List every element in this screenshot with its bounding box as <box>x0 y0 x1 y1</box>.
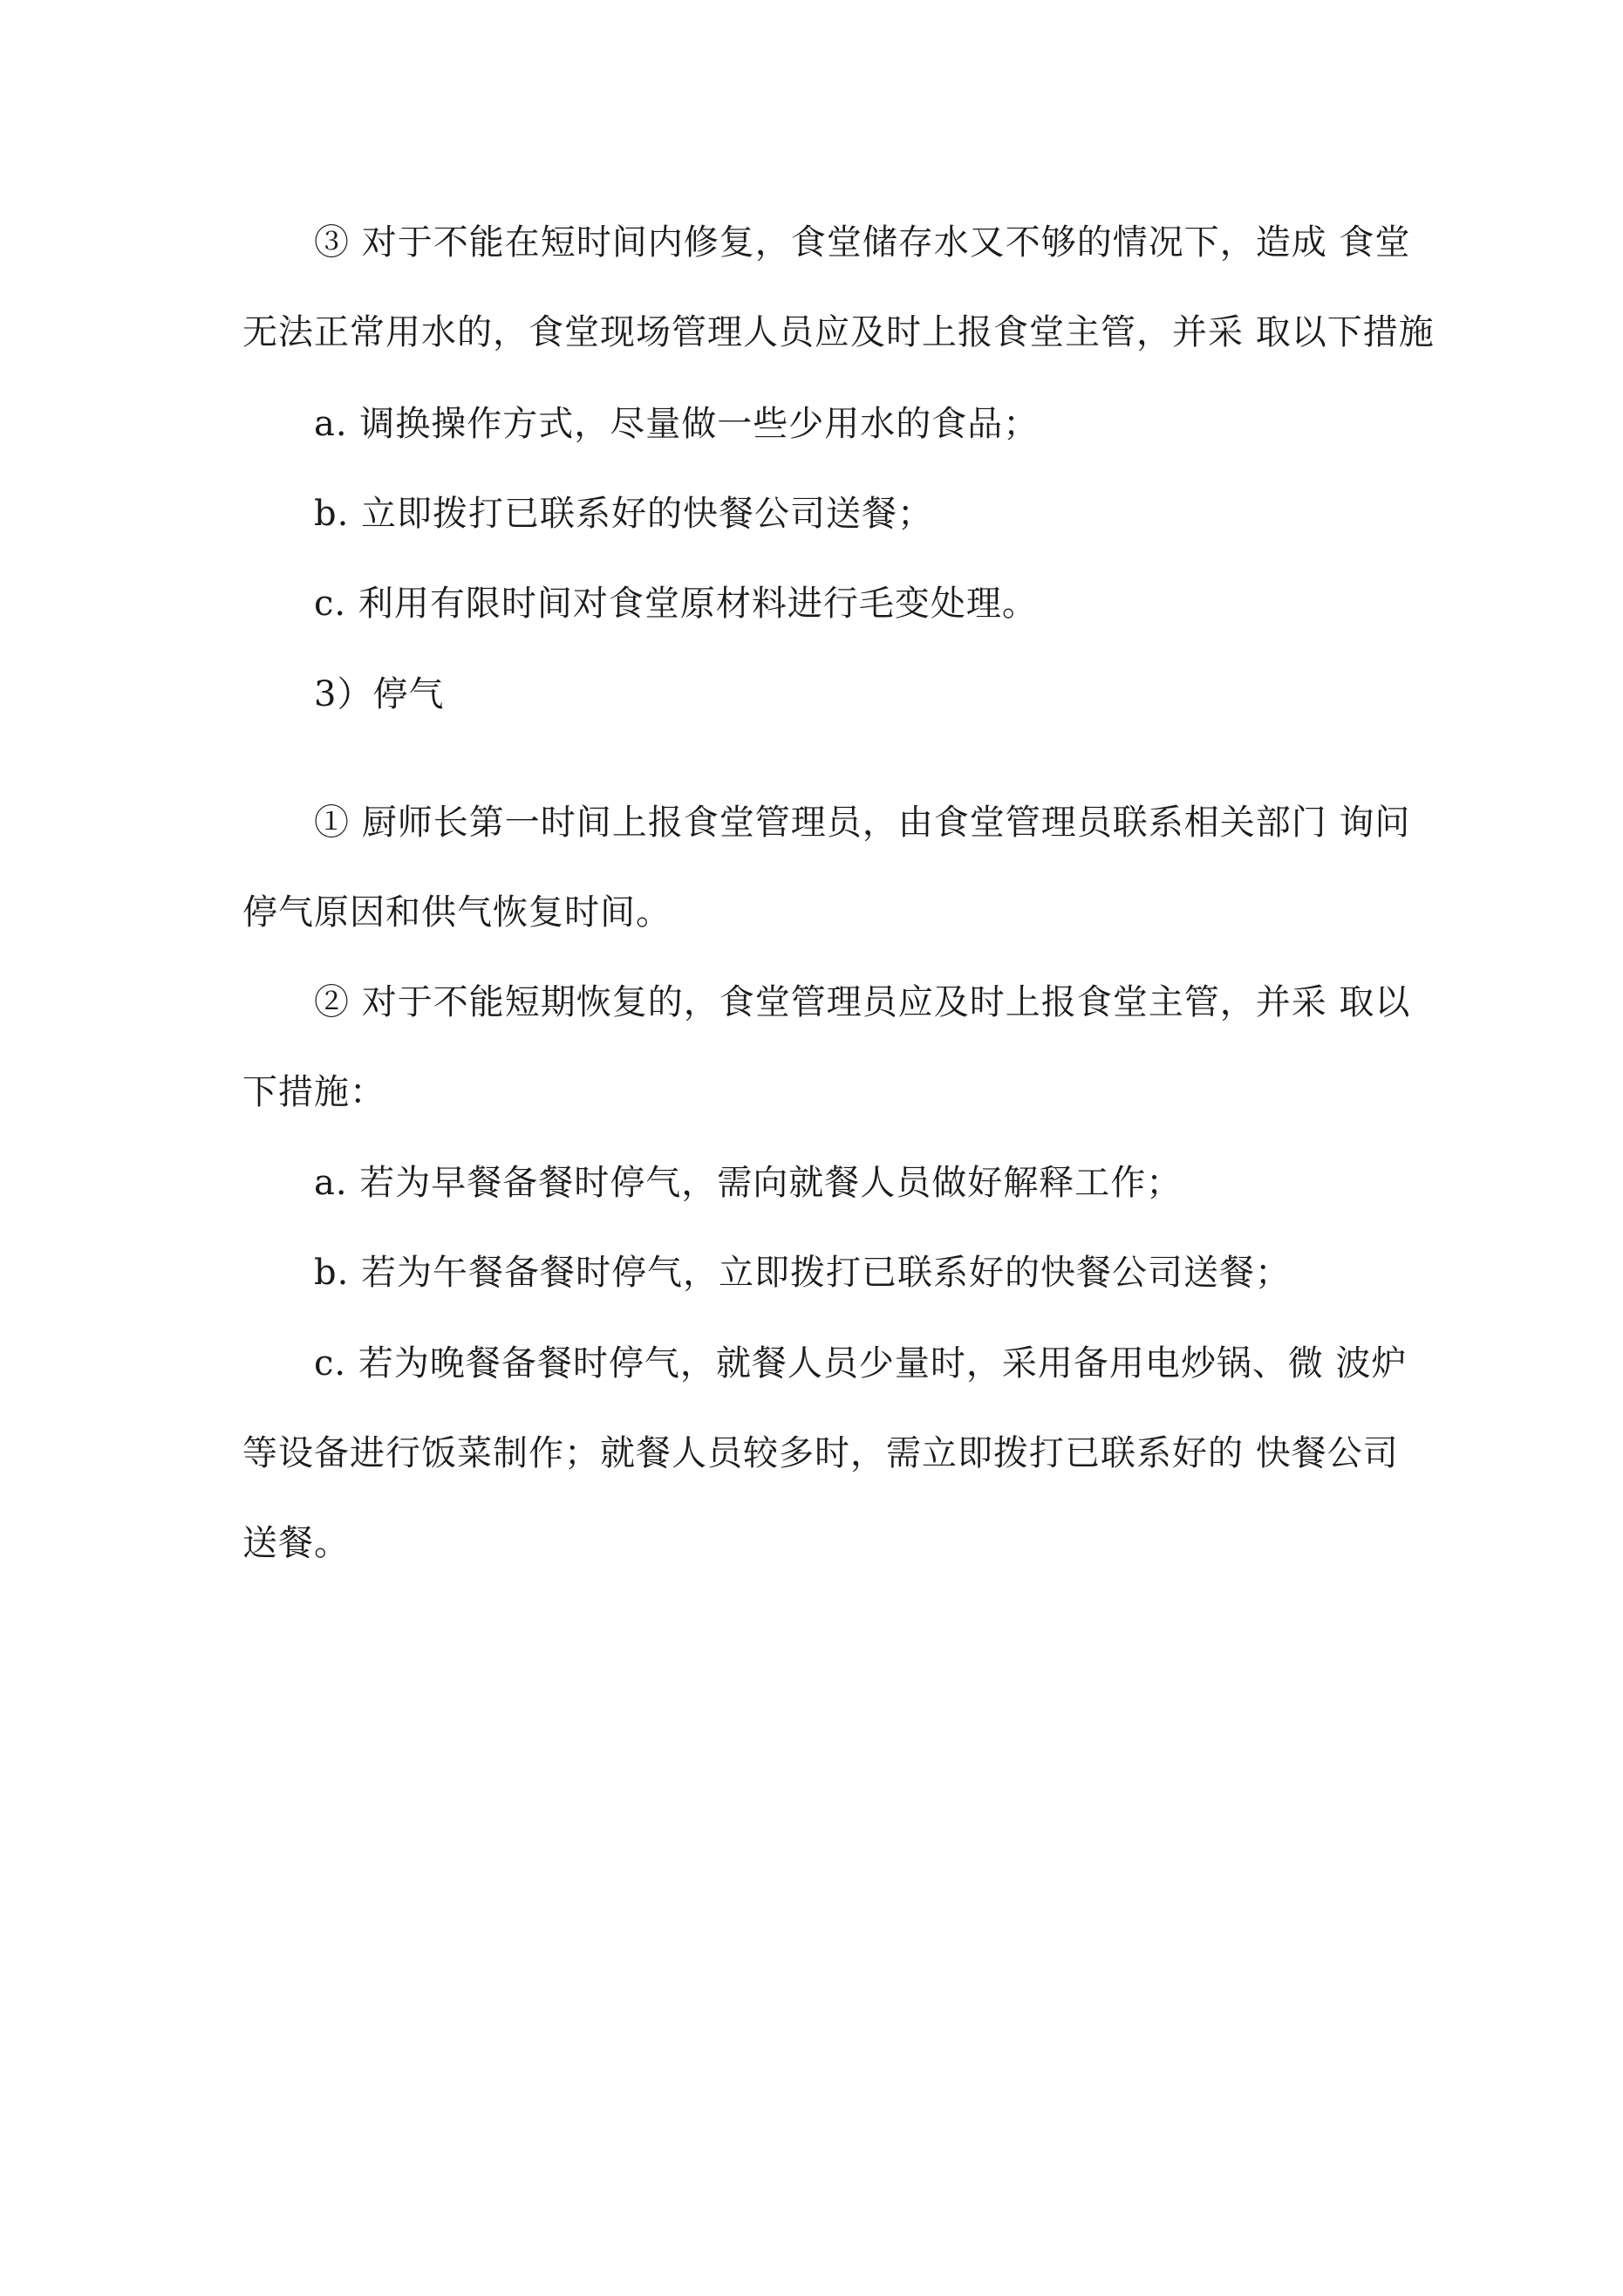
gas-measure-a: a. 若为早餐备餐时停气，需向就餐人员做好解释工作； <box>314 1163 1183 1203</box>
gas-measure-b: b. 若为午餐备餐时停气，立即拨打已联系好的快餐公司送餐； <box>314 1253 1292 1293</box>
gas-item-1-line-1: ① 厨师长第一时间上报食堂管理员，由食堂管理员联系相关部门 询问 <box>314 803 1411 843</box>
water-measure-b: b. 立即拨打已联系好的快餐公司送餐； <box>314 494 934 534</box>
gas-item-2-line-1: ② 对于不能短期恢复的，食堂管理员应及时上报食堂主管，并采 取以 <box>314 982 1411 1022</box>
water-measure-a: a. 调换操作方式，尽量做一些少用水的食品； <box>314 404 1040 444</box>
water-item-3-line-2: 无法正常用水的，食堂现场管理人员应及时上报食堂主管，并采 取以下措施 <box>242 312 1435 352</box>
section-heading-gas-outage: 3）停气 <box>314 674 445 714</box>
gas-item-2-line-2: 下措施： <box>242 1072 385 1112</box>
gas-measure-c-line-2: 等设备进行饭菜制作；就餐人员较多时，需立即拨打已联系好的 快餐公司 <box>242 1433 1399 1473</box>
gas-measure-c-line-1: c. 若为晚餐备餐时停气，就餐人员少量时，采用备用电炒锅、微 波炉 <box>314 1343 1408 1384</box>
gas-measure-c-line-3: 送餐。 <box>242 1523 350 1563</box>
gas-item-1-line-2: 停气原因和供气恢复时间。 <box>242 892 672 933</box>
water-measure-c: c. 利用有限时间对食堂原材料进行毛变处理。 <box>314 584 1038 624</box>
water-item-3-line-1: ③ 对于不能在短时间内修复，食堂储存水又不够的情况下，造成 食堂 <box>314 222 1411 263</box>
